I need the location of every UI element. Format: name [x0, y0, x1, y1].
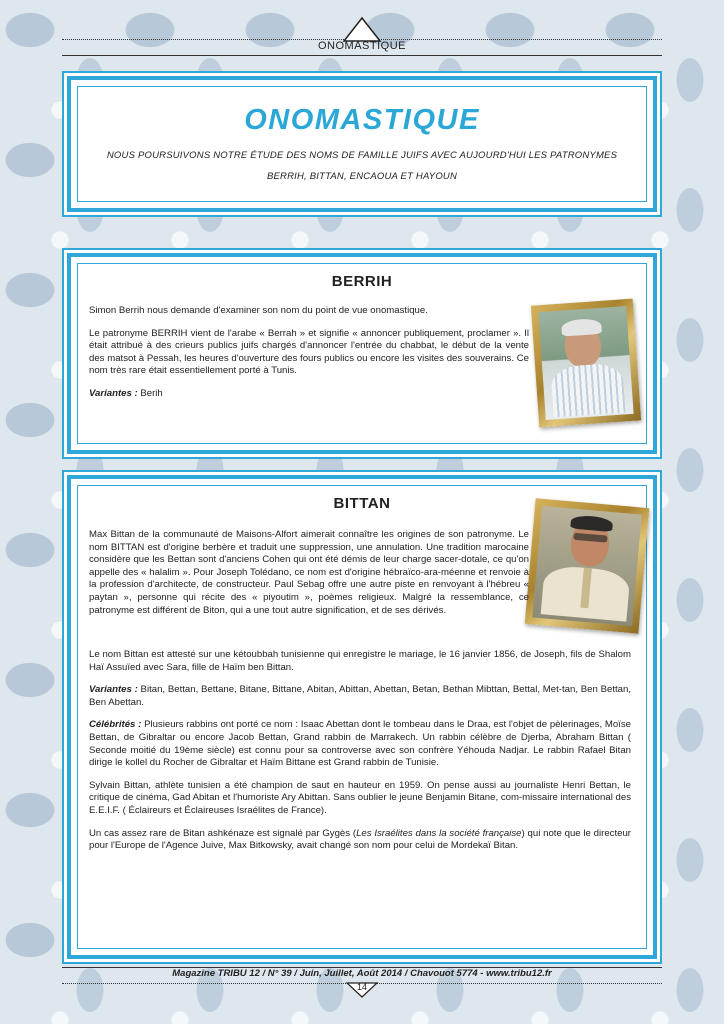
- page-number: 14: [356, 982, 367, 992]
- celebrities-text: Plusieurs rabbins ont porté ce nom : Isaac Abettan dont le tombeau dans le Draa, est l'objet de pèlerinages, Moïse Bettan, de Gibraltar ou encore Jacob Bettan, Grand rabbin de Marrakech. Un rabbin célèbre de Djerba, Abraham Bittan ( Seconde moitié du 19ème siècle) est connu pour sa controverse avec son confrère Yéhouda Nadjar. Le rabbin Rafael Bitan dirige le kollel du Rocher de Gibraltar et Haïm Bittane est Grand rabbin de Tunisie.: [89, 719, 631, 769]
- bittan-body: [89, 649, 631, 863]
- footer-text: Magazine TRIBU 12 / N° 39 / Juin, Juillet, Août 2014 / Chavouot 5774 - www.tribu12.fr: [172, 968, 552, 979]
- bittan-paragraph-2: Le nom Bittan est attesté sur une kétoubbah tunisienne qui enregistre le mariage, le 16 janvier 1856, de Joseph, fils de Shalom Haï Assuïed avec Sara, fille de Haïm ben Bittan.: [89, 649, 631, 673]
- berrih-variants: [89, 388, 529, 401]
- celebrities-label: Célébrités :: [89, 719, 142, 731]
- berrih-paragraph-2: Le patronyme BERRIH vient de l'arabe « Berrah » et signifie « annoncer publiquement, proclamer ». Il était attribué à des crieurs publics juifs chargés d'annoncer l'entrée du chabbat, le début de la vente des matsot à Pessah, les heures d'ouverture des fours publics ou encore les visites des souverains. Ce nom très rare était essentiellement porté à Tunis.: [89, 327, 529, 377]
- variants-text: Bitan, Bettan, Bettane, Bitane, Bittane, Abitan, Abittan, Abettan, Betan, Bethan Mibttan, Bettal, Met-tan, Ben Bettan, Ben Abettan.: [89, 684, 631, 708]
- bittan-paragraph-4: [89, 828, 631, 853]
- berrih-paragraph-1: Simon Berrih nous demande d'examiner son nom du point de vue onomastique.: [89, 305, 428, 316]
- header-panel: [67, 76, 657, 212]
- p4-end: ) qui note que le directeur pour l'Europe de l'Agence Juive, Max Bitkowsky, avait changé son nom pour celui de Mordekaï Bitan.: [89, 827, 632, 852]
- top-triangle-ornament: [342, 16, 382, 42]
- bittan-title: BITTAN: [333, 495, 391, 512]
- section-label: ONOMASTIQUE: [317, 40, 406, 52]
- p4-start: Un cas assez rare de Bitan ashkénaze est signalé par Gygès (: [89, 827, 357, 839]
- berrih-body: [89, 305, 529, 411]
- top-solid-rule: [62, 55, 662, 56]
- page-title: ONOMASTIQUE: [244, 104, 480, 136]
- bittan-paragraph-1: Max Bittan de la communauté de Maisons-Alfort aimerait connaître les origines de son patronyme. Le nom BITTAN est d'origine berbère et traduit une suppression, une annulation. Une tradition marocaine considère que les Bettan sont d'anciens Cohen qui ont été démis de leur charge sacer-dotale, ce qu'on appelle des « halalim ». Pour Joseph Tolédano, ce nom est d'origine hébraïco-ara-méenne et renvoie à la profession d'architecte, de constructeur. Paul Sebag offre une autre piste en renvoyant à l'hébreu « paytan », personne qui récite des « piyoutim », poèmes religieux. Malgré la ressemblance, ce patronyme est différent de Biton, qui a une tout autre signification, et de ses dérivés.: [89, 529, 529, 616]
- berrih-title: BERRIH: [331, 273, 393, 290]
- variants-text: Berih: [137, 387, 163, 399]
- bittan-celebrities: [89, 719, 631, 769]
- subtitle-line-2: BERRIH, BITTAN, ENCAOUA ET HAYOUN: [266, 171, 458, 182]
- subtitle-line-1: NOUS POURSUIVONS NOTRE ÉTUDE DES NOMS DE FAMILLE JUIFS AVEC AUJOURD'HUI LES PATRONYMES: [106, 150, 618, 161]
- page-subtitle: [71, 145, 653, 187]
- bittan-intro: [89, 529, 529, 627]
- variants-label: Variantes :: [89, 387, 138, 399]
- bittan-panel: [67, 475, 657, 959]
- bittan-variants: [89, 684, 631, 709]
- bittan-portrait-photo: [525, 498, 650, 633]
- berrih-portrait-photo: [531, 299, 641, 428]
- variants-label: Variantes :: [89, 684, 138, 696]
- book-title: Les Israélites dans la société française: [356, 827, 522, 839]
- bittan-paragraph-3: Sylvain Bittan, athlète tunisien a été champion de saut en hauteur en 1959. On pense aussi au journaliste Henri Bettan, le critique de cinéma, Gad Abitan et l'humoriste Ary Abittan. Sans oublier le jeune Benjamin Bitane, com-missaire international des E.E.I.F. ( Éclaireurs et Éclaireuses Israélites de France).: [89, 779, 631, 816]
- berrih-panel: [67, 253, 657, 454]
